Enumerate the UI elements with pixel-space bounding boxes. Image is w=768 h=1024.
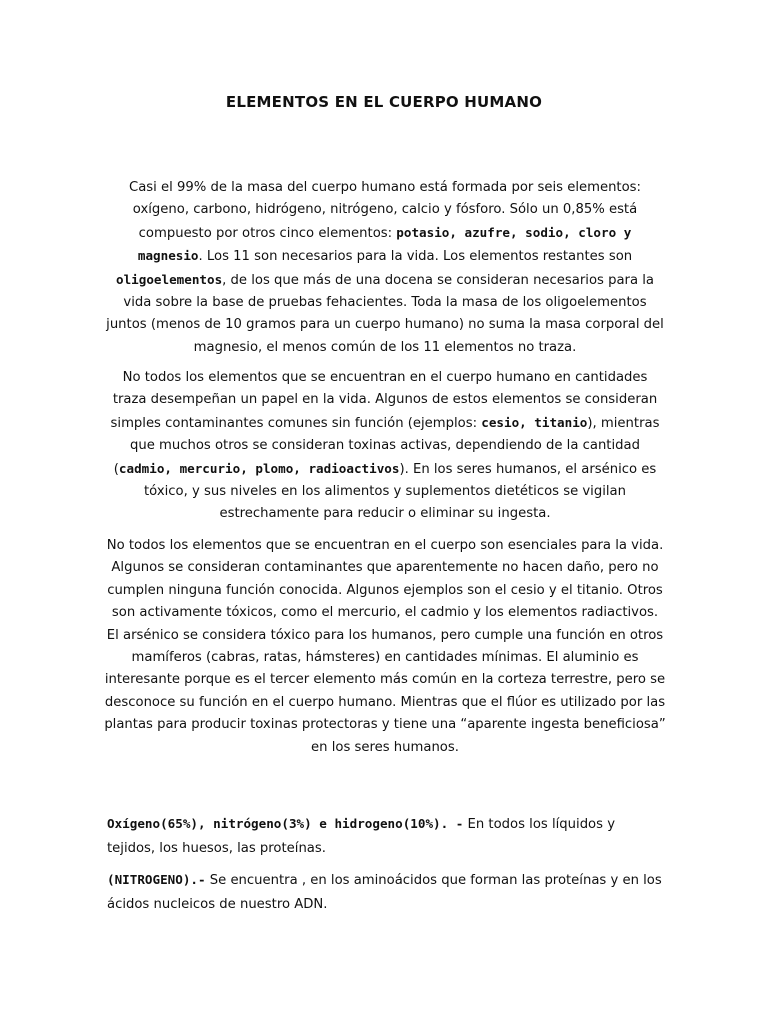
note-nitrogen	[107, 868, 667, 917]
paragraph-text: , de los que más de una docena se consideran necesarios para la vida sobre la base de pruebas fehacientes. Toda la masa de los oligoelementos juntos (menos de 10 gramos para un cuerpo humano) no suma la masa corporal del magnesio, el menos común de los 11 elementos no traza.	[106, 272, 664, 355]
paragraph-text: No todos los elementos que se encuentran en el cuerpo humano en cantidades traza desempeñan un papel en la vida. Algunos de estos elementos se consideran simples contaminantes comunes sin función (ejemplos:	[110, 370, 658, 431]
paragraph-text: ). En los seres humanos, el arsénico es tóxico, y sus niveles en los alimentos y suplementos dietéticos se vigilan estrechamente para reducir o eliminar su ingesta.	[144, 461, 657, 522]
bold-term-oligoelements: oligoelementos	[116, 271, 223, 287]
note-heading: Oxígeno(65%), nitrógeno(3%) e hidrogeno(10%). -	[107, 816, 464, 831]
note-heading: (NITROGENO).-	[107, 872, 206, 887]
page-title: ELEMENTOS EN EL CUERPO HUMANO	[225, 93, 543, 111]
paragraph-text: ), mientras que muchos otros se consideran toxinas activas, dependiendo de la cantidad (	[113, 415, 660, 477]
paragraph-nonessential-elements: No todos los elementos que se encuentran en el cuerpo son esenciales para la vida. Algunos se consideran contaminantes que aparentemente no hacen daño, pero no cumplen ninguna función conocida. Algunos ejemplos son el cesio y el titanio. Otros son activamente tóxicos, como el mercurio, el cadmio y los elementos radiactivos. El arsénico se considera tóxico para los humanos, pero cumple una función en otros mamíferos (cabras, ratas, hámsteres) en cantidades mínimas. El aluminio es interesante porque es el tercer elemento más común en la corteza terrestre, pero se desconoce su función en el cuerpo humano. Mientras que el flúor es utilizado por las plantas para producir toxinas protectoras y tiene una “aparente ingesta beneficiosa” en los seres humanos.	[104, 538, 666, 755]
paragraph-text: . Los 11 son necesarios para la vida. Los elementos restantes son	[198, 249, 633, 265]
note-oxygen-nitrogen-hydrogen	[107, 812, 667, 861]
paragraph-trace-elements	[104, 367, 666, 526]
paragraph-text: Casi el 99% de la masa del cuerpo humano está formada por seis elementos: oxígeno, carbono, hidrógeno, nitrógeno, calcio y fósforo. Sólo un 0,85% está compuesto por otros cinco elementos:	[129, 180, 641, 241]
bold-term-toxins: cadmio, mercurio, plomo, radioactivos	[118, 460, 400, 476]
paragraph-body-elements	[104, 177, 666, 359]
bold-term-contaminants: cesio, titanio	[481, 414, 588, 430]
bold-term-major-elements: potasio, azufre, sodio, cloro y magnesio	[137, 224, 632, 264]
note-text: Se encuentra , en los aminoácidos que forman las proteínas y en los ácidos nucleicos de nuestro ADN.	[107, 873, 662, 912]
note-text: En todos los líquidos y tejidos, los huesos, las proteínas.	[107, 817, 615, 856]
